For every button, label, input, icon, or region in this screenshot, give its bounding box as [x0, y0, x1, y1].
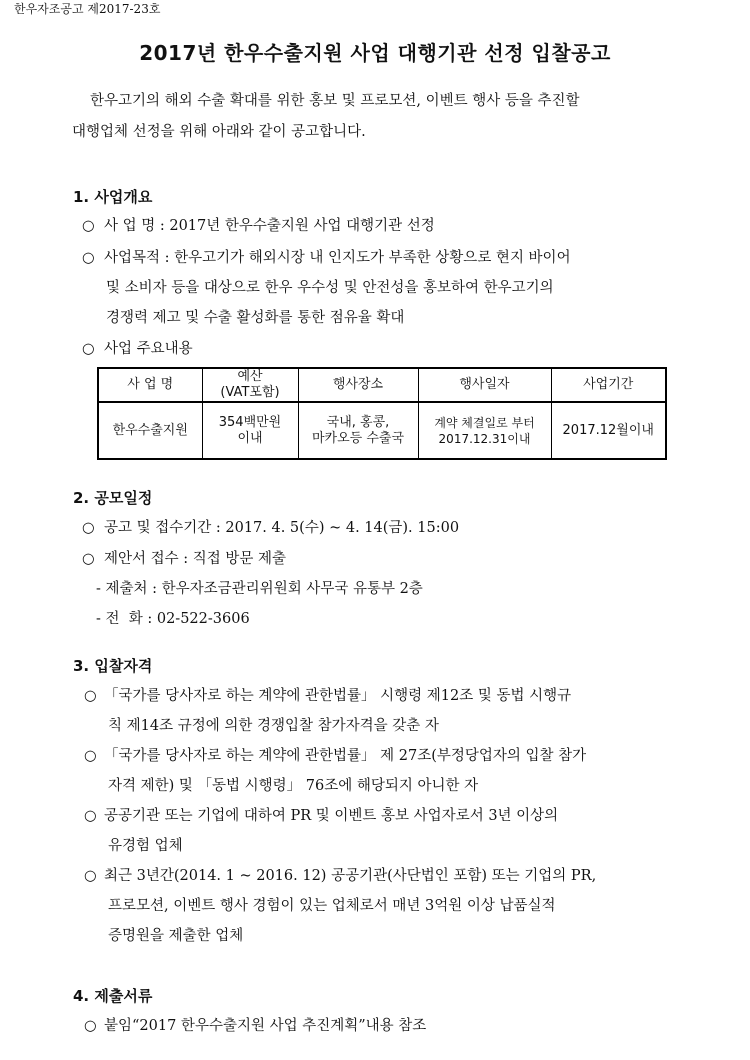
bullet: ○	[82, 551, 95, 567]
bullet: ○	[82, 250, 95, 266]
table-cell: 국내, 홍콩, 마카오등 수출국	[298, 402, 418, 459]
business-content-line: ○ 사업 주요내용	[82, 341, 193, 357]
section-heading-documents: 4. 제출서류	[73, 987, 153, 1005]
business-name-line: ○ 사 업 명 : 2017년 한우수출지원 사업 대행기관 선정	[82, 218, 435, 234]
business-purpose-line: ○ 사업목적 : 한우고기가 해외시장 내 인지도가 부족한 상황으로 현지 바이어	[82, 250, 571, 266]
table-header-cell: 행사일자	[418, 368, 551, 402]
qualification-item: 칙 제14조 규정에 의한 경쟁입찰 참가자격을 갖춘 자	[108, 718, 439, 734]
intro-line: 대행업체 선정을 위해 아래와 같이 공고합니다.	[72, 124, 366, 140]
qualification-item: ○ 「국가를 당사자로 하는 계약에 관한법률」 시행령 제12조 및 동법 시행규	[84, 688, 572, 704]
table-header-cell: 행사장소	[298, 368, 418, 402]
bullet: ○	[84, 1018, 97, 1034]
qualification-item: 자격 제한) 및 「동법 시행령」 76조에 해당되지 아니한 자	[108, 778, 479, 794]
documents-line: ○ 붙임“2017 한우수출지원 사업 추진계획”내용 참조	[84, 1018, 427, 1034]
business-purpose-line: 및 소비자 등을 대상으로 한우 우수성 및 안전성을 홍보하여 한우고기의	[106, 280, 554, 296]
bullet: ○	[82, 218, 95, 234]
qualification-item: ○ 공공기관 또는 기업에 대하여 PR 및 이벤트 홍보 사업자로서 3년 이상의	[84, 808, 559, 824]
table-header-cell: 예산 (VAT포함)	[202, 368, 298, 402]
table-cell: 계약 체결일로 부터 2017.12.31이내	[418, 402, 551, 459]
qualification-item: ○ 「국가를 당사자로 하는 계약에 관한법률」 제 27조(부정당업자의 입찰 참가	[84, 748, 587, 764]
table-header-row	[98, 368, 666, 402]
bullet: ○	[84, 748, 97, 764]
bullet: ○	[84, 868, 97, 884]
bullet: ○	[82, 341, 95, 357]
business-purpose-line: 경쟁력 제고 및 수출 활성화를 통한 점유율 확대	[106, 310, 405, 326]
qualification-item: 유경험 업체	[108, 838, 183, 854]
intro-line: 한우고기의 해외 수출 확대를 위한 홍보 및 프로모션, 이벤트 행사 등을 추진할	[90, 93, 580, 109]
schedule-line: - 제출처 : 한우자조금관리위원회 사무국 유통부 2층	[96, 581, 423, 597]
schedule-line: ○ 공고 및 접수기간 : 2017. 4. 5(수) ~ 4. 14(금). 15:00	[82, 520, 460, 536]
bullet: ○	[82, 520, 95, 536]
table-row	[98, 402, 666, 459]
qualification-item: 증명원을 제출한 업체	[108, 928, 244, 944]
schedule-line: ○ 제안서 접수 : 직접 방문 제출	[82, 551, 287, 567]
table-cell: 한우수출지원	[98, 402, 202, 459]
section-heading-overview: 1. 사업개요	[73, 188, 153, 206]
schedule-line: - 전 화 : 02-522-3606	[96, 611, 250, 627]
table-cell: 2017.12월이내	[551, 402, 666, 459]
bullet: ○	[84, 808, 97, 824]
page-title: 2017년 한우수출지원 사업 대행기관 선정 입찰공고	[139, 41, 611, 65]
business-table	[97, 367, 667, 460]
bullet: ○	[84, 688, 97, 704]
table-header-cell: 사업기간	[551, 368, 666, 402]
table-header-cell: 사 업 명	[98, 368, 202, 402]
section-heading-schedule: 2. 공모일정	[73, 489, 153, 507]
document-number: 한우자조공고 제2017-23호	[14, 2, 161, 16]
section-heading-qualification: 3. 입찰자격	[73, 657, 153, 675]
intro-paragraph	[72, 86, 692, 148]
qualification-item: 프로모션, 이벤트 행사 경험이 있는 업체로서 매년 3억원 이상 납품실적	[108, 898, 556, 914]
qualification-item: ○ 최근 3년간(2014. 1 ~ 2016. 12) 공공기관(사단법인 포함) 또는 기업의 PR,	[84, 868, 597, 884]
table-cell: 354백만원 이내	[202, 402, 298, 459]
